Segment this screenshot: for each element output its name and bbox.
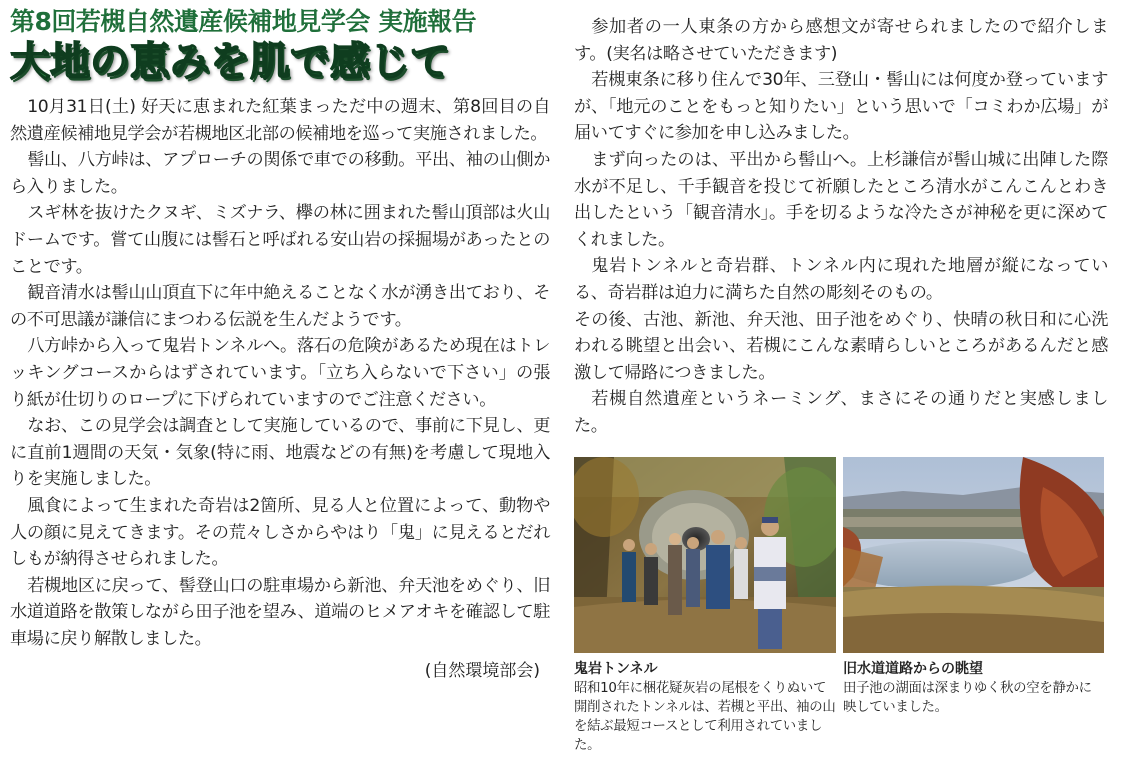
- caption-title: 鬼岩トンネル: [574, 661, 658, 677]
- tunnel-photo: [574, 457, 836, 653]
- tunnel-caption: [574, 660, 836, 755]
- right-column: [574, 14, 1108, 440]
- pond-photo: [843, 457, 1104, 653]
- paragraph: 八方峠から入って鬼岩トンネルへ。落石の危険があるため現在はトレッキングコースからはずされています。「立ち入らないで下さい」の張り紙が仕切りのロープに下げられていますのでご注意ください。: [10, 336, 550, 410]
- paragraph: なお、この見学会は調査として実施しているので、事前に下見し、更に直前1週間の天気・気象(特に雨、地震などの有無)を考慮して現地入りを実施しました。: [10, 416, 550, 490]
- paragraph: 若槻自然遺産というネーミング、まさにその通りだと実感しました。: [574, 389, 1108, 436]
- paragraph: その後、古池、新池、弁天池、田子池をめぐり、快晴の秋日和に心洗われる眺望と出会い、若槻にこんな素晴らしいところがあるんだと感激して帰路につきました。: [574, 309, 1108, 383]
- left-body: [10, 94, 550, 652]
- paragraph: 風食によって生まれた奇岩は2箇所、見る人と位置によって、動物や人の顔に見えてきます。その荒々しさからやはり「鬼」に見えるとだれしもが納得させられました。: [10, 495, 550, 570]
- pond-caption: [843, 660, 1104, 717]
- article-subtitle: 大地の恵みを肌で感じて: [10, 39, 450, 85]
- paragraph: スギ林を抜けたクヌギ、ミズナラ、欅の林に囲まれた髻山頂部は火山ドームです。嘗て山腹には髻石と呼ばれる安山岩の採掘場があったとのことです。: [10, 203, 550, 277]
- left-column: [10, 6, 550, 684]
- paragraph: まず向ったのは、平出から髻山へ。上杉謙信が髻山城に出陣した際水が不足し、千手観音を投じて祈願したところ清水がこんこんとわき出したという「観音清水」。手を切るような冷たさが神秘を更に深めてくれました。: [574, 149, 1108, 250]
- signature: (自然環境部会): [424, 661, 540, 682]
- paragraph: 10月31日(土) 好天に恵まれた紅葉まっただ中の週末、第8回目の自然遺産候補地見学会が若槻地区北部の候補地を巡って実施されました。: [10, 97, 550, 144]
- paragraph: 鬼岩トンネルと奇岩群、トンネル内に現れた地層が縦になっている、奇岩群は迫力に満ちた自然の彫刻そのもの。: [574, 256, 1108, 303]
- paragraph: 若槻東条に移り住んで30年、三登山・髻山には何度か登っていますが、「地元のことをもっと知りたい」という思いで「コミわか広場」が届いてすぐに参加を申し込みました。: [574, 70, 1108, 144]
- paragraph: 若槻地区に戻って、髻登山口の駐車場から新池、弁天池をめぐり、旧水道道路を散策しながら田子池を望み、道端のヒメアオキを確認して駐車場に戻り解散しました。: [10, 575, 550, 649]
- caption-text: 田子池の湖面は深まりゆく秋の空を静かに映していました。: [843, 681, 1092, 715]
- caption-title: 旧水道道路からの眺望: [843, 661, 983, 677]
- paragraph: 観音清水は髻山山頂直下に年中絶えることなく水が湧き出ており、その不可思議が謙信にまつわる伝説を生んだようです。: [10, 283, 550, 330]
- caption-text: 昭和10年に梱花疑灰岩の尾根をくりぬいて開削されたトンネルは、若槻と平出、袖の山を結ぶ最短コースとして利用されていました。: [574, 681, 836, 753]
- paragraph: 髻山、八方峠は、アプローチの関係で車での移動。平出、袖の山側から入りました。: [10, 150, 550, 197]
- article-heading: 第8回若槻自然遺産候補地見学会 実施報告: [10, 7, 477, 36]
- paragraph: 参加者の一人東条の方から感想文が寄せられましたので紹介します。(実名は略させていただきます): [574, 17, 1108, 64]
